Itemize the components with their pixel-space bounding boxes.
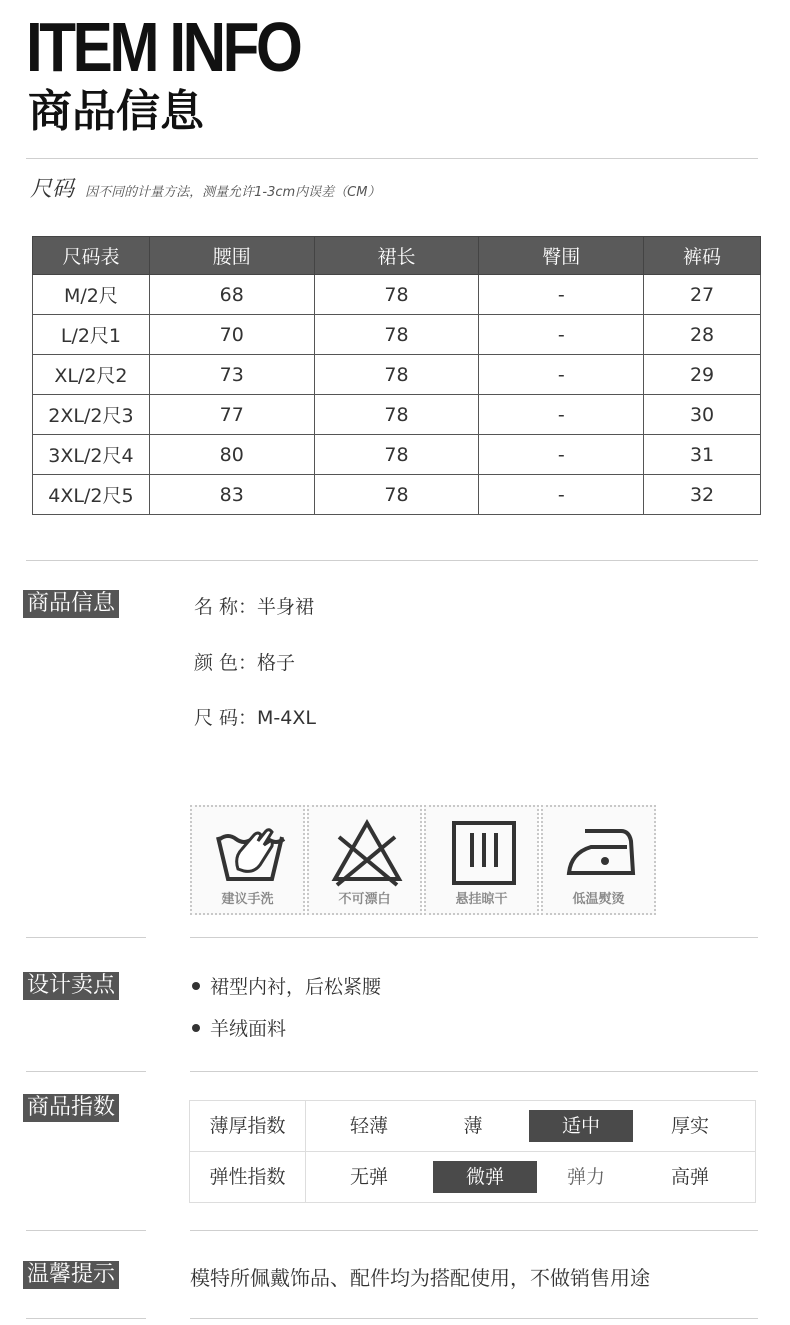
table-cell: 2XL/2尺3 [33,395,150,435]
bullet-dot [192,1024,200,1032]
tips-label: 温馨提示 [23,1261,119,1289]
table-cell: 4XL/2尺5 [33,475,150,515]
product-info-label: 商品信息 [23,590,119,618]
table-cell: 78 [314,275,479,315]
care-item-low-iron [541,805,656,915]
index-row-head: 弹性指数 [190,1152,306,1202]
divider [26,158,758,159]
care-caption: 不可漂白 [338,892,391,907]
index-option-selected: 适中 [529,1110,633,1142]
index-option: 厚实 [670,1115,709,1137]
divider [26,560,758,561]
care-caption: 低温熨烫 [572,892,625,907]
page-title-en: ITEM INFO [26,8,300,86]
table-cell: 68 [149,275,314,315]
table-cell: 32 [644,475,761,515]
index-label: 商品指数 [23,1094,119,1122]
table-cell: 28 [644,315,761,355]
table-cell: 27 [644,275,761,315]
table-cell: 31 [644,435,761,475]
design-point [192,1014,286,1041]
index-row-elasticity [190,1152,755,1202]
care-caption: 建议手洗 [221,892,274,907]
table-cell: - [479,435,644,475]
index-option: 弹力 [566,1166,605,1188]
care-instructions [190,805,658,913]
table-cell: - [479,315,644,355]
design-point-text: 裙型内衬，后松紧腰 [210,976,382,998]
table-cell: 78 [314,315,479,355]
size-section-header [30,172,380,203]
size-table [32,236,761,515]
hand-wash-icon [214,817,286,887]
table-cell: XL/2尺2 [33,355,150,395]
index-option: 薄 [463,1115,483,1137]
table-cell: 77 [149,395,314,435]
table-row [33,475,761,515]
care-item-hang-dry [424,805,539,915]
table-row [33,355,761,395]
column-header: 裤码 [644,237,761,275]
divider [26,937,146,938]
table-cell: 78 [314,355,479,395]
divider [190,937,758,938]
index-row-thickness [190,1101,755,1152]
index-row-head: 薄厚指数 [190,1101,306,1151]
size-section-label: 尺码 [30,177,75,202]
design-point-text: 羊绒面料 [210,1018,287,1040]
table-cell: 70 [149,315,314,355]
care-item-no-bleach [307,805,422,915]
product-color: 颜 色：格子 [194,652,296,674]
table-cell: 29 [644,355,761,395]
column-header: 裙长 [314,237,479,275]
column-header: 腰围 [149,237,314,275]
table-cell: 3XL/2尺4 [33,435,150,475]
divider [26,1230,146,1231]
table-cell: 78 [314,475,479,515]
table-cell: 78 [314,395,479,435]
product-size: 尺 码：M-4XL [194,707,316,729]
divider [190,1318,758,1319]
table-cell: L/2尺1 [33,315,150,355]
divider [190,1230,758,1231]
table-cell: 83 [149,475,314,515]
table-row [33,315,761,355]
table-row [33,435,761,475]
table-row [33,275,761,315]
table-cell: 73 [149,355,314,395]
table-cell: 78 [314,435,479,475]
no-bleach-icon [331,817,403,887]
tips-text: 模特所佩戴饰品、配件均为搭配使用，不做销售用途 [190,1266,650,1290]
bullet-dot [192,982,200,990]
size-table-header-row [33,237,761,275]
page-title-cn: 商品信息 [28,86,204,137]
divider [26,1071,146,1072]
table-cell: - [479,355,644,395]
design-point [192,972,381,999]
table-cell: - [479,275,644,315]
column-header: 尺码表 [33,237,150,275]
size-section-note: 因不同的计量方法，测量允许1-3cm内误差（CM） [85,185,381,200]
table-cell: - [479,395,644,435]
hang-dry-icon [448,817,520,887]
table-cell: M/2尺 [33,275,150,315]
product-name: 名 称：半身裙 [194,596,315,618]
table-cell: - [479,475,644,515]
low-iron-icon [565,817,637,887]
column-header: 臀围 [479,237,644,275]
care-item-hand-wash [190,805,305,915]
index-option: 高弹 [670,1166,709,1188]
divider [26,1318,146,1319]
product-index-table [189,1100,756,1203]
divider [190,1071,758,1072]
index-option-selected: 微弹 [433,1161,537,1193]
design-label: 设计卖点 [23,972,119,1000]
index-option: 轻薄 [349,1115,388,1137]
table-row [33,395,761,435]
index-option: 无弹 [349,1166,388,1188]
table-cell: 30 [644,395,761,435]
care-caption: 悬挂晾干 [455,892,508,907]
table-cell: 80 [149,435,314,475]
